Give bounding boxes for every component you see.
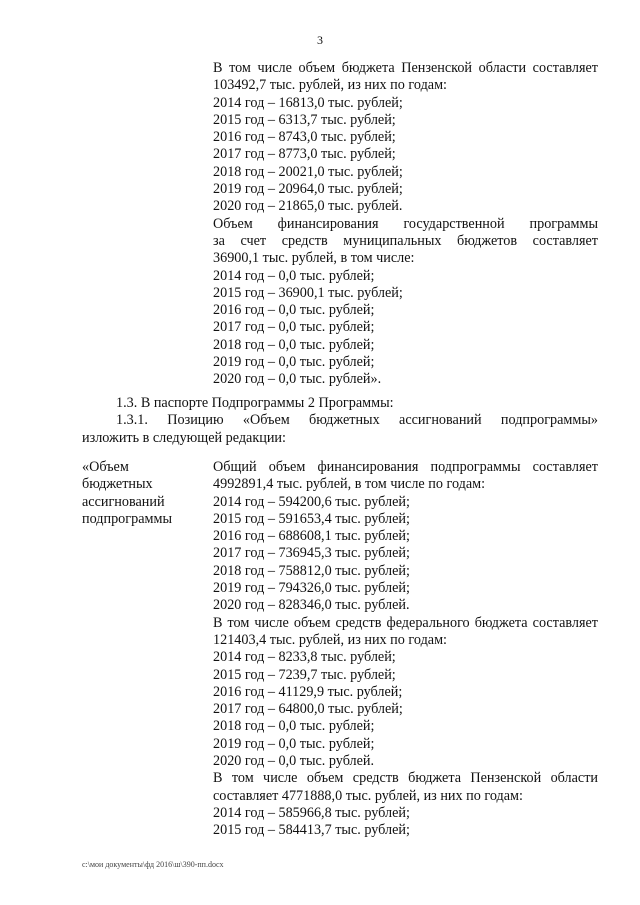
- year-line: 2014 год – 0,0 тыс. рублей;: [213, 267, 375, 284]
- label-line: бюджетных: [82, 476, 153, 493]
- year-line: 2019 год – 0,0 тыс. рублей;: [213, 354, 375, 371]
- text-line: В том числе объем бюджета Пензенской области составляет: [213, 60, 598, 76]
- label-line: подпрограммы: [82, 510, 172, 527]
- year-line: 2015 год – 6313,7 тыс. рублей;: [213, 111, 396, 128]
- year-line: 2017 год – 8773,0 тыс. рублей;: [213, 146, 396, 163]
- text-line: В том числе объем средств федерального бюджета составляет: [213, 614, 598, 631]
- year-line: 2017 год – 0,0 тыс. рублей;: [213, 319, 375, 336]
- year-line: 2015 год – 591653,4 тыс. рублей;: [213, 510, 410, 527]
- year-line: 2014 год – 8233,8 тыс. рублей;: [213, 649, 396, 666]
- regional-and-municipal-funding: [213, 60, 598, 389]
- year-line: 2015 год – 7239,7 тыс. рублей;: [213, 666, 396, 683]
- year-line: 2014 год – 585966,8 тыс. рублей;: [213, 804, 410, 821]
- subprogram-funding: [213, 459, 598, 840]
- year-line: 2018 год – 758812,0 тыс. рублей;: [213, 562, 410, 579]
- year-line: 2016 год – 688608,1 тыс. рублей;: [213, 528, 410, 545]
- year-line: 2016 год – 41129,9 тыс. рублей;: [213, 683, 403, 700]
- year-line: 2016 год – 8743,0 тыс. рублей;: [213, 129, 396, 146]
- text-line: 36900,1 тыс. рублей, в том числе:: [213, 250, 415, 267]
- section-heading: 1.3. В паспорте Подпрограммы 2 Программы:: [116, 395, 394, 411]
- text-line: за счет средств муниципальных бюджетов составляет: [213, 232, 598, 249]
- page-number: 3: [317, 33, 323, 47]
- label-line: «Объем: [82, 459, 129, 475]
- year-line: 2015 год – 36900,1 тыс. рублей;: [213, 284, 403, 301]
- position-label: [82, 459, 202, 528]
- file-path-footer: c:\мои документы\фд 2016\ш\390-пп.docx: [82, 860, 224, 869]
- year-line: 2019 год – 0,0 тыс. рублей;: [213, 735, 375, 752]
- text-line: составляет 4771888,0 тыс. рублей, из них по годам:: [213, 787, 523, 804]
- text-line: 103492,7 тыс. рублей, из них по годам:: [213, 77, 448, 94]
- year-line: 2017 год – 736945,3 тыс. рублей;: [213, 545, 410, 562]
- year-line: 2020 год – 0,0 тыс. рублей.: [213, 753, 375, 770]
- label-line: ассигнований: [82, 493, 165, 510]
- text-line: 4992891,4 тыс. рублей, в том числе по годам:: [213, 476, 486, 493]
- text-line: В том числе объем средств бюджета Пензенской области: [213, 770, 598, 787]
- text-line: Общий объем финансирования подпрограммы составляет: [213, 459, 598, 475]
- section-1-3: [82, 395, 598, 447]
- year-line: 2014 год – 16813,0 тыс. рублей;: [213, 94, 403, 111]
- text-line: Объем финансирования государственной программы: [213, 215, 598, 232]
- year-line: 2014 год – 594200,6 тыс. рублей;: [213, 493, 410, 510]
- year-line: 2020 год – 828346,0 тыс. рублей.: [213, 597, 410, 614]
- year-line: 2018 год – 0,0 тыс. рублей;: [213, 718, 375, 735]
- year-line: 2017 год – 64800,0 тыс. рублей;: [213, 701, 403, 718]
- year-line: 2020 год – 21865,0 тыс. рублей.: [213, 198, 403, 215]
- year-line: 2020 год – 0,0 тыс. рублей».: [213, 371, 382, 388]
- year-line: 2018 год – 20021,0 тыс. рублей;: [213, 163, 403, 180]
- section-subheading-cont: изложить в следующей редакции:: [82, 429, 286, 446]
- section-subheading: 1.3.1. Позицию «Объем бюджетных ассигнований подпрограммы»: [116, 412, 598, 429]
- year-line: 2019 год – 794326,0 тыс. рублей;: [213, 580, 410, 597]
- year-line: 2016 год – 0,0 тыс. рублей;: [213, 302, 375, 319]
- text-line: 121403,4 тыс. рублей, из них по годам:: [213, 631, 448, 648]
- year-line: 2015 год – 584413,7 тыс. рублей;: [213, 822, 410, 839]
- year-line: 2019 год – 20964,0 тыс. рублей;: [213, 181, 403, 198]
- year-line: 2018 год – 0,0 тыс. рублей;: [213, 336, 375, 353]
